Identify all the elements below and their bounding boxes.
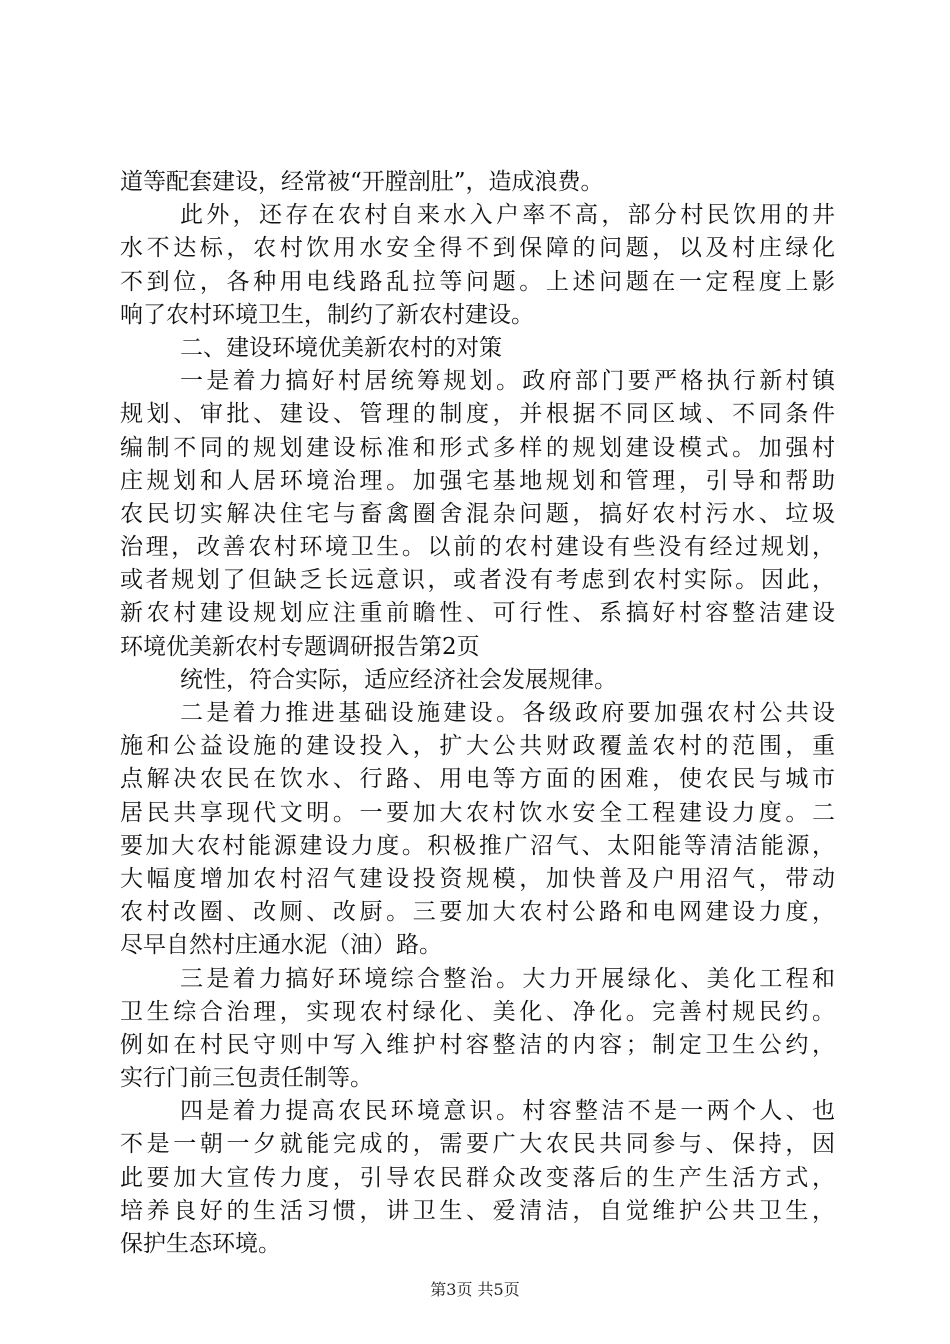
- text-line: 不是一朝一夕就能完成的，需要广大农民共同参与、保持，因: [120, 1131, 835, 1158]
- text-line: 此要加大宣传力度，引导农民群众改变落后的生产生活方式，: [120, 1164, 835, 1191]
- text-line: 规划、审批、建设、管理的制度，并根据不同区域、不同条件: [120, 401, 835, 428]
- text-line: 二、建设环境优美新农村的对策: [180, 334, 502, 361]
- text-line: 居民共享现代文明。一要加大农村饮水安全工程建设力度。二: [120, 799, 835, 826]
- text-line: 道等配套建设，经常被“开膛剖肚”，造成浪费。: [120, 169, 604, 195]
- text-line: 编制不同的规划建设标准和形式多样的规划建设模式。加强村: [120, 434, 835, 461]
- text-line: 例如在村民守则中写入维护村容整洁的内容；制定卫生公约，: [120, 1031, 835, 1058]
- text-line: 培养良好的生活习惯，讲卫生、爱清洁，自觉维护公共卫生，: [120, 1197, 835, 1224]
- text-line: 二是着力推进基础设施建设。各级政府要加强农村公共设: [180, 700, 835, 726]
- text-line: 点解决农民在饮水、行路、用电等方面的困难，使农民与城市: [120, 766, 835, 793]
- text-line: 农村改圈、改厕、改厨。三要加大农村公路和电网建设力度，: [120, 899, 835, 926]
- text-line: 大幅度增加农村沼气建设投资规模，加快普及户用沼气，带动: [120, 865, 835, 892]
- text-line: 卫生综合治理，实现农村绿化、美化、净化。完善村规民约。: [120, 998, 835, 1025]
- text-line: 农民切实解决住宅与畜禽圈舍混杂问题，搞好农村污水、垃圾: [120, 500, 835, 527]
- text-line: 保护生态环境。: [120, 1231, 281, 1257]
- text-line: 不到位，各种用电线路乱拉等问题。上述问题在一定程度上影: [120, 268, 835, 295]
- text-line: 庄规划和人居环境治理。加强宅基地规划和管理，引导和帮助: [120, 467, 835, 494]
- text-line: 水不达标，农村饮用水安全得不到保障的问题，以及村庄绿化: [120, 235, 835, 262]
- text-line: 一是着力搞好村居统筹规划。政府部门要严格执行新村镇: [180, 368, 835, 395]
- text-line: 响了农村环境卫生，制约了新农村建设。: [120, 301, 534, 328]
- text-line: 施和公益设施的建设投入，扩大公共财政覆盖农村的范围，重: [120, 733, 835, 760]
- text-line: 实行门前三包责任制等。: [120, 1065, 373, 1092]
- page-footer: 第3页 共5页: [430, 1280, 520, 1299]
- text-line: 新农村建设规划应注重前瞻性、可行性、系搞好村容整洁建设: [120, 600, 835, 627]
- body-text: [120, 166, 835, 1261]
- text-line: 治理，改善农村环境卫生。以前的农村建设有些没有经过规划，: [120, 534, 835, 561]
- text-line: 四是着力提高农民环境意识。村容整洁不是一两个人、也: [180, 1098, 835, 1125]
- text-line: 或者规划了但缺乏长远意识，或者没有考虑到农村实际。因此，: [120, 567, 835, 594]
- text-line: 环境优美新农村专题调研报告第2页: [120, 633, 480, 660]
- text-line: 三是着力搞好环境综合整治。大力开展绿化、美化工程和: [180, 965, 835, 992]
- text-line: 此外，还存在农村自来水入户率不高，部分村民饮用的井: [180, 202, 835, 229]
- text-line: 尽早自然村庄通水泥（油）路。: [120, 932, 442, 959]
- text-line: 统性，符合实际，适应经济社会发展规律。: [180, 666, 617, 693]
- text-line: 要加大农村能源建设力度。积极推广沼气、太阳能等清洁能源，: [120, 832, 835, 859]
